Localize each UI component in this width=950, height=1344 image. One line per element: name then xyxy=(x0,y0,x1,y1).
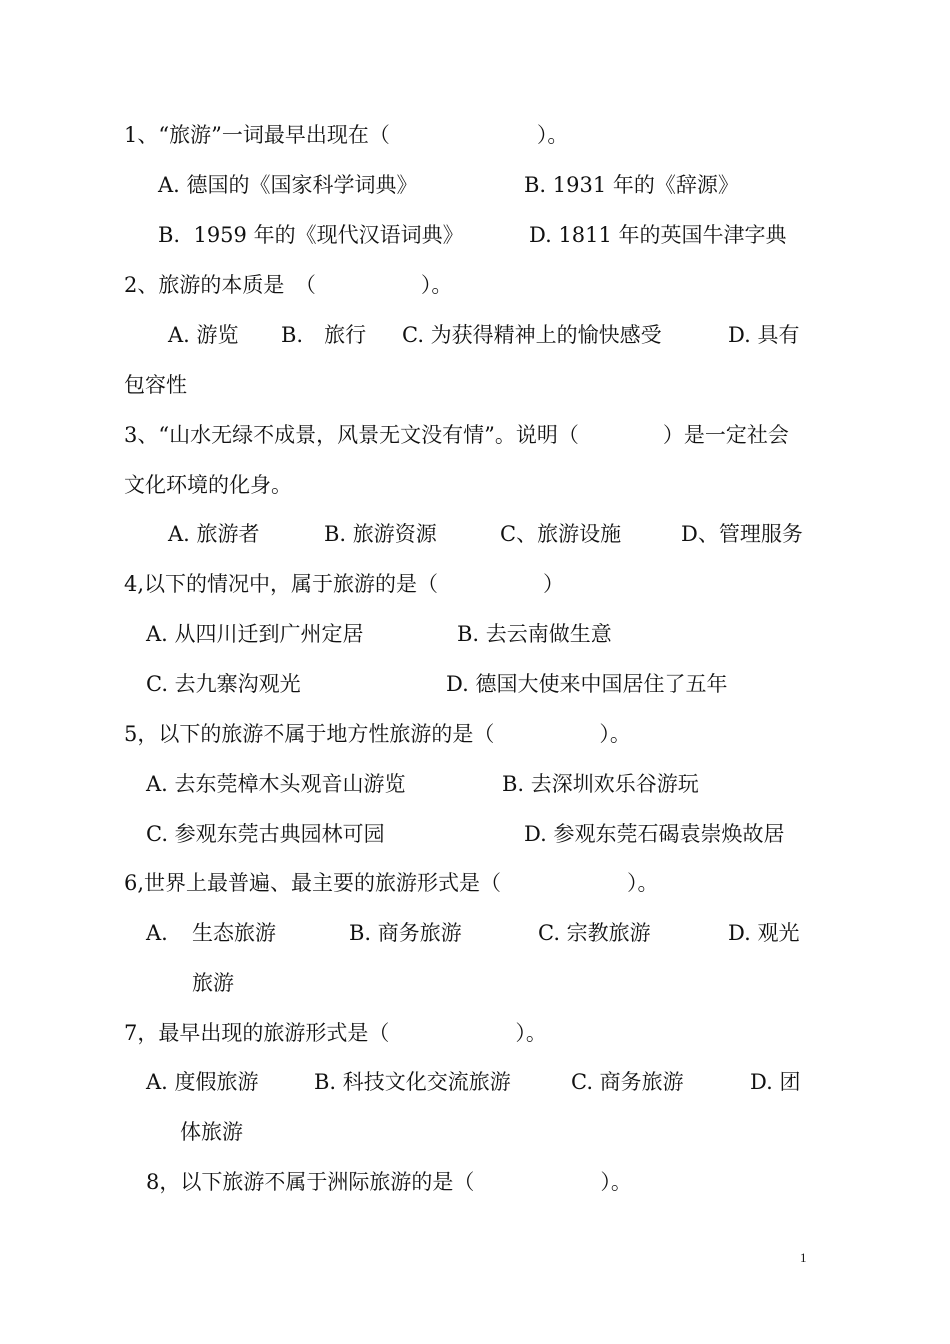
question-5-option-b: B. 去深圳欢乐谷游玩 xyxy=(502,772,699,796)
question-3-stem: 3、“山水无绿不成景，风景无文没有情”。说明（ ）是一定社会 xyxy=(124,423,789,447)
question-3-option-b: B. 旅游资源 xyxy=(324,522,437,546)
question-7-option-a: A. 度假旅游 xyxy=(146,1070,259,1094)
question-4-option-d: D. 德国大使来中国居住了五年 xyxy=(446,672,728,696)
question-1-option-c: B. 1959 年的《现代汉语词典》 xyxy=(158,223,464,247)
question-7-stem: 7，最早出现的旅游形式是（ ）。 xyxy=(124,1021,547,1045)
question-6-option-a: 生态旅游 xyxy=(192,921,276,945)
question-3-option-a: A. 旅游者 xyxy=(168,522,260,546)
question-6-option-d-cont: 旅游 xyxy=(192,971,234,995)
question-4-option-b: B. 去云南做生意 xyxy=(457,622,612,646)
question-5-option-d: D. 参观东莞石碣袁崇焕故居 xyxy=(524,822,785,846)
question-1-stem: 1、“旅游”一词最早出现在（ ）。 xyxy=(124,123,569,147)
page-number: 1 xyxy=(800,1250,807,1265)
question-3-stem-cont: 文化环境的化身。 xyxy=(124,473,292,497)
question-6-option-d: D. 观光 xyxy=(728,921,800,945)
question-8-stem: 8，以下旅游不属于洲际旅游的是（ ）。 xyxy=(146,1170,632,1194)
question-4-option-c: C. 去九寨沟观光 xyxy=(146,672,301,696)
question-7-option-d: D. 团 xyxy=(750,1070,801,1094)
question-1-option-b: B. 1931 年的《辞源》 xyxy=(524,173,739,197)
question-2-option-a: A. 游览 xyxy=(168,323,239,347)
question-7-option-c: C. 商务旅游 xyxy=(571,1070,684,1094)
question-6-option-a-letter: A. xyxy=(146,921,168,945)
question-6-stem: 6,世界上最普遍、最主要的旅游形式是（ ）。 xyxy=(124,871,659,895)
question-2-option-c: C. 为获得精神上的愉快感受 xyxy=(402,323,662,347)
question-6-option-b: B. 商务旅游 xyxy=(349,921,462,945)
question-4-option-a: A. 从四川迁到广州定居 xyxy=(146,622,364,646)
question-1-option-d: D. 1811 年的英国牛津字典 xyxy=(529,223,787,247)
question-2-stem: 2、旅游的本质是 （ ）。 xyxy=(124,273,453,297)
question-7-option-d-cont: 体旅游 xyxy=(180,1120,243,1144)
question-7-option-b: B. 科技文化交流旅游 xyxy=(314,1070,511,1094)
question-6-option-c: C. 宗教旅游 xyxy=(538,921,651,945)
question-5-option-c: C. 参观东莞古典园林可园 xyxy=(146,822,385,846)
question-1-option-a: A. 德国的《国家科学词典》 xyxy=(158,173,418,197)
question-3-option-c: C、旅游设施 xyxy=(500,522,622,546)
question-3-option-d: D、管理服务 xyxy=(681,522,803,546)
question-5-option-a: A. 去东莞樟木头观音山游览 xyxy=(146,772,406,796)
question-4-stem: 4,以下的情况中，属于旅游的是（ ） xyxy=(124,572,565,596)
question-2-option-d: D. 具有 xyxy=(728,323,800,347)
question-2-option-b: B. 旅行 xyxy=(281,323,367,347)
question-2-option-d-cont: 包容性 xyxy=(124,373,187,397)
question-5-stem: 5，以下的旅游不属于地方性旅游的是（ ）。 xyxy=(124,722,631,746)
